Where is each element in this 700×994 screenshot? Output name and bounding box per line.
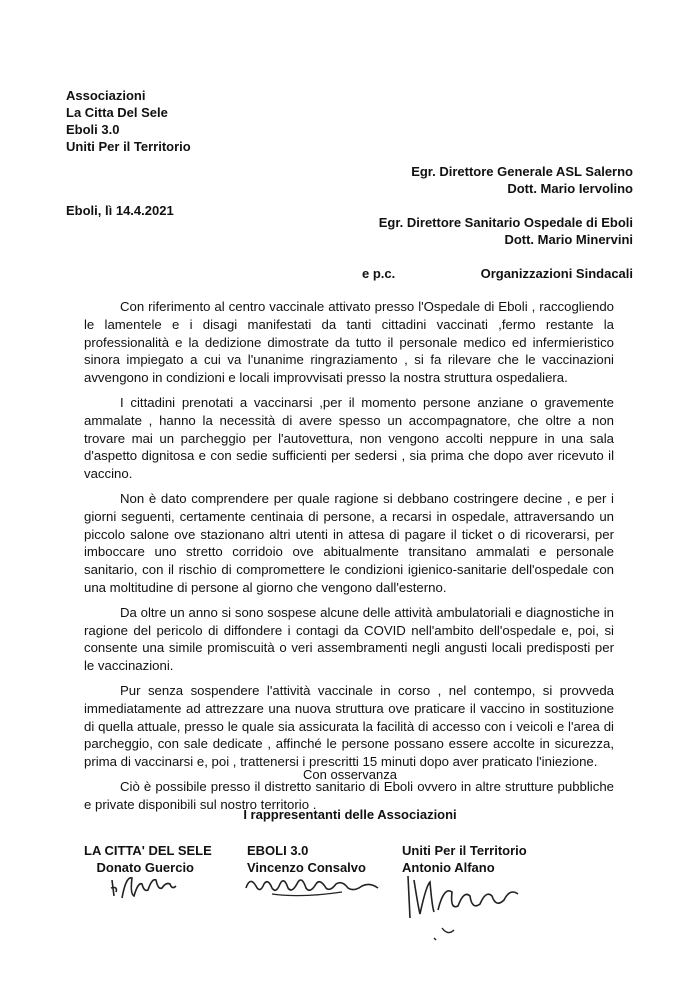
sender-block <box>66 87 191 155</box>
recipient-name: Dott. Mario Iervolino <box>507 181 633 196</box>
signatory-name: Antonio Alfano <box>402 860 495 875</box>
signatory-name: Donato Guercio <box>96 860 194 875</box>
body-paragraph: Pur senza sospendere l'attività vaccinale in corso , nel contempo, si provveda immediatamente ad attrezzare una nuova struttura ove praticare il vaccino in sostituzione di quella attuale, presso le quale sia assicurata la facilità di accesso con i veicoli e l'area di parcheggio, con sale dedicate , affinché le persone possano essere accolte in sicurezza, prima di vaccinarsi e, poi , trattenersi i prescritti 15 minuti dopo aver praticato l'iniezione. <box>84 682 614 770</box>
handwritten-signature-alfano <box>400 866 530 946</box>
signatory-name: Vincenzo Consalvo <box>247 860 366 875</box>
recipient-title: Egr. Direttore Generale ASL Salerno <box>411 164 633 179</box>
body-paragraph: Non è dato comprendere per quale ragione si debbano costringere decine , e per i giorni seguenti, certamente centinaia di persone, a recarsi in ospedale, attraversando un piccolo salone ove stazionano altri utenti in attesa di pagare il ticket o di ricoverarsi, per imboccare uno stretto corridoio ove abitualmente transitano ammalati e personale sanitario, con il rischio di compromettere le condizioni igienico-sanitarie dell'ospedale con una moltitudine di persone al giorno che vengono dall'esterno. <box>84 490 614 595</box>
cc-recipient: Organizzazioni Sindacali <box>480 266 633 281</box>
body-paragraph: Ciò è possibile presso il distretto sanitario di Eboli ovvero in altre strutture pubbliche e private disponibili sul nostro territorio . <box>84 778 614 812</box>
sender-line: Associazioni <box>66 88 146 103</box>
body-paragraph: Con riferimento al centro vaccinale attivato presso l'Ospedale di Eboli , raccogliendo le lamentele e i disagi manifestati da tanti cittadini vaccinati ,fermo restante la professionalità e la dedizione dimostrate da tutto il personale medico ed infermieristico sinora impiegato a cui va l'unanime ringraziamento , si fa rilevare che le vaccinazioni avvengono in condizioni e locali improvvisati presso la nostra struttura ospedaliera. <box>84 299 614 386</box>
handwritten-signature-consalvo <box>242 870 382 900</box>
body-paragraph: I cittadini prenotati a vaccinarsi ,per il momento persone anziane o gravemente ammalate , hanno la necessità di avere spesso un accompagnatore, che oltre a non trovare mai un parcheggio per l'autovettura, non vengono accolti neppure in una sala d'aspetto dignitosa e con sedie sufficienti per sedersi , sia prima che dopo aver ricevuto il vaccino. <box>84 394 614 482</box>
letter-date: Eboli, lì 14.4.2021 <box>66 203 174 218</box>
sender-line: Eboli 3.0 <box>66 122 120 137</box>
recipient-sanitary-director <box>379 214 633 248</box>
sender-line: Uniti Per il Territorio <box>66 139 191 154</box>
signatory-association: EBOLI 3.0 <box>247 843 309 858</box>
body-paragraph: Da oltre un anno si sono sospese alcune delle attività ambulatoriali e diagnostiche in ragione del pericolo di diffondere i contagi da COVID nell'ambito dell'ospedale e, poi, si consente una simile promiscuità o veri assembramenti negli angusti locali predisposti per le vaccinazioni. <box>84 604 614 674</box>
handwritten-signature-guercio <box>108 868 188 908</box>
recipient-general-director <box>411 163 633 197</box>
sender-line: La Citta Del Sele <box>66 105 168 120</box>
representatives-heading: I rappresentanti delle Associazioni <box>243 807 457 822</box>
signatory-association: LA CITTA' DEL SELE <box>84 843 212 858</box>
cc-label: e p.c. <box>362 266 396 281</box>
closing-salutation: Con osservanza <box>303 767 397 782</box>
recipient-title: Egr. Direttore Sanitario Ospedale di Eboli <box>378 215 633 230</box>
letter-body <box>84 298 614 821</box>
recipient-name: Dott. Mario Minervini <box>504 232 633 247</box>
signatory-association: Uniti Per il Territorio <box>402 843 527 858</box>
